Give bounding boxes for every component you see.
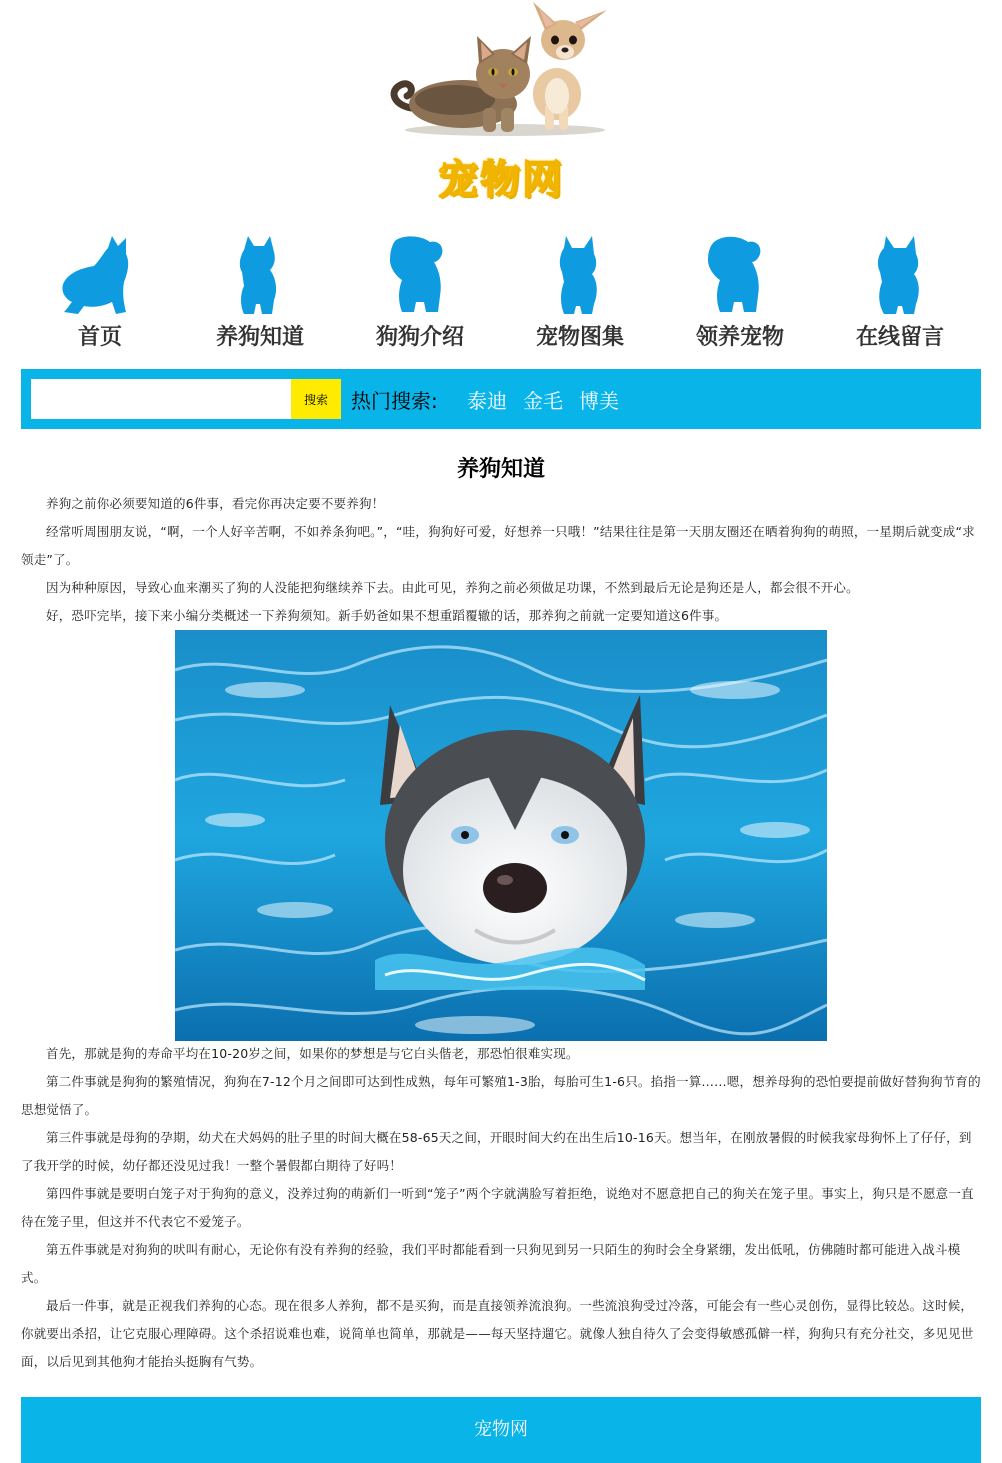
article-body <box>21 1040 981 1376</box>
nav-label-dog-knowledge: 养狗知道 <box>215 325 304 350</box>
hot-search-link-teddy[interactable]: 泰迪 <box>467 389 507 413</box>
article-paragraph: 第二件事就是狗狗的繁殖情况，狗狗在7-12个月之间即可达到性成熟，每年可繁殖1-3胎，每胎可生1-6只。掐指一算……嗯，想养母狗的恐怕要提前做好替狗狗节育的思想觉悟了。 <box>21 1074 981 1117</box>
cat-silhouette-icon <box>220 232 300 318</box>
nav-item-dog-intro[interactable] <box>340 226 500 356</box>
nav-item-pet-gallery[interactable] <box>500 226 660 356</box>
dog-silhouette-icon <box>700 232 780 318</box>
nav-item-home[interactable] <box>20 226 180 356</box>
nav-item-adopt[interactable] <box>660 226 820 356</box>
hot-search-link-golden[interactable]: 金毛 <box>523 389 563 413</box>
article-paragraph: 好，恐吓完毕，接下来小编分类概述一下养狗须知。新手奶爸如果不想重蹈覆辙的话，那养狗之前就一定要知道这6件事。 <box>46 608 728 623</box>
cat-and-dog-logo-image <box>385 0 615 138</box>
nav-label-adopt: 领养宠物 <box>695 325 784 350</box>
article-title: 养狗知道 <box>456 457 545 482</box>
nav-label-pet-gallery: 宠物图集 <box>535 325 624 350</box>
article-paragraph: 第五件事就是对狗狗的吠叫有耐心，无论你有没有养狗的经验，我们平时都能看到一只狗见到另一只陌生的狗时会全身紧绷，发出低吼，仿佛随时都可能进入战斗模式。 <box>21 1242 961 1285</box>
site-logo-text[interactable]: 宠物网 <box>438 157 564 203</box>
site-header <box>0 0 1002 210</box>
cat-silhouette-icon <box>60 232 140 318</box>
cat-silhouette-icon <box>860 232 940 318</box>
husky-swimming-photo <box>175 630 827 1041</box>
article-paragraph: 经常听周围朋友说，“啊，一个人好辛苦啊，不如养条狗吧。”，“哇，狗狗好可爱，好想养一只哦！”结果往往是第一天朋友圈还在晒着狗狗的萌照，一星期后就变成“求领走”了。 <box>21 524 975 567</box>
article-paragraph: 因为种种原因，导致心血来潮买了狗的人没能把狗继续养下去。由此可见，养狗之前必须做足功课，不然到最后无论是狗还是人，都会很不开心。 <box>46 580 859 595</box>
article-paragraph: 首先，那就是狗的寿命平均在10-20岁之间，如果你的梦想是与它白头偕老，那恐怕很难实现。 <box>46 1046 579 1061</box>
cat-silhouette-icon <box>540 232 620 318</box>
search-button[interactable]: 搜索 <box>291 379 341 419</box>
site-footer: 宠物网 <box>21 1397 981 1463</box>
search-bar <box>21 369 981 429</box>
hot-search-label: 热门搜索: <box>351 389 438 413</box>
search-input[interactable] <box>31 379 293 419</box>
dog-silhouette-icon <box>380 232 460 318</box>
nav-label-home: 首页 <box>77 325 122 350</box>
nav-item-message[interactable] <box>820 226 980 356</box>
nav-item-dog-knowledge[interactable] <box>180 226 340 356</box>
article-paragraph: 最后一件事，就是正视我们养狗的心态。现在很多人养狗，都不是买狗，而是直接领养流浪狗。一些流浪狗受过冷落，可能会有一些心灵创伤，显得比较怂。这时候，你就要出杀招，让它克服心理障碍。这个杀招说难也难，说简单也简单，那就是——每天坚持遛它。就像人独自待久了会变得敏感孤僻一样，狗狗只有充分社交，多见见世面，以后见到其他狗才能抬头挺胸有气势。 <box>21 1298 974 1369</box>
article-paragraph: 第三件事就是母狗的孕期，幼犬在犬妈妈的肚子里的时间大概在58-65天之间，开眼时间大约在出生后10-16天。想当年，在刚放暑假的时候我家母狗怀上了仔仔，到了我开学的时候，幼仔都还没见过我！一整个暑假都白期待了好吗！ <box>21 1130 972 1173</box>
hot-search-links <box>467 385 619 414</box>
hot-search-link-pomeranian[interactable]: 博美 <box>579 389 619 413</box>
nav-label-message: 在线留言 <box>855 325 944 350</box>
nav-label-dog-intro: 狗狗介绍 <box>375 325 464 350</box>
main-nav <box>20 226 980 356</box>
article-intro <box>21 490 981 630</box>
article-paragraph: 第四件事就是要明白笼子对于狗狗的意义，没养过狗的萌新们一听到“笼子”两个字就满脸写着拒绝，说绝对不愿意把自己的狗关在笼子里。事实上，狗只是不愿意一直待在笼子里，但这并不代表它不爱笼子。 <box>21 1186 974 1229</box>
article-paragraph: 养狗之前你必须要知道的6件事，看完你再决定要不要养狗！ <box>46 496 385 511</box>
